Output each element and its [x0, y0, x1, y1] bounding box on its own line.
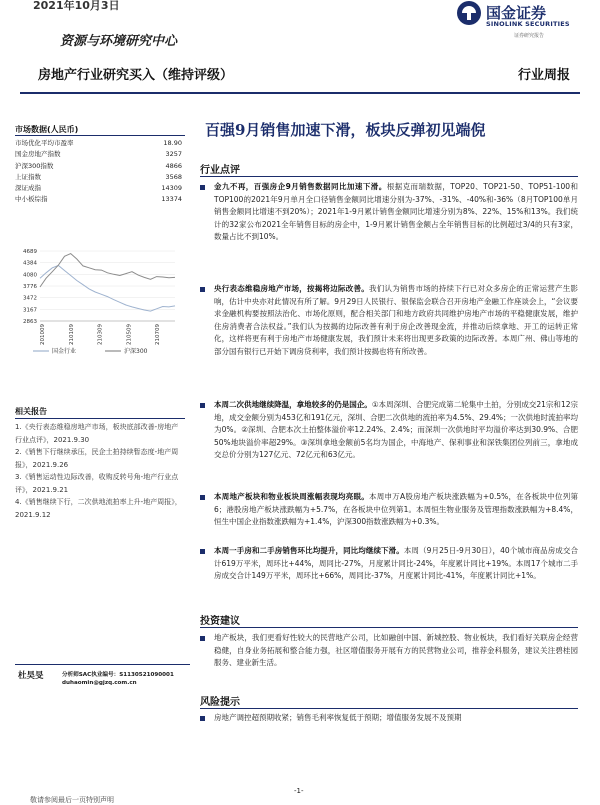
related-report-item[interactable]: 2.《销售下行继续承压，民企土拍持续暂态度-地产周报》，2021.9.26: [15, 448, 179, 469]
bullet-icon: [200, 403, 205, 408]
related-report-item[interactable]: 4.《销售继续下行，二次供地流拍率上升-地产周报》，2021.9.12: [15, 498, 182, 519]
market-data-label: 中小板综指: [15, 195, 48, 204]
housing-lead: 本周一手房和二手房销售环比均提升，同比均继续下滑。: [214, 546, 404, 555]
market-data-heading: 市场数据(人民币): [15, 125, 79, 134]
paragraph-invest: [200, 632, 578, 670]
logo-subtitle: 证券研究报告: [514, 33, 545, 39]
sales-lead: 金九不再，百强房企9月销售数据同比加速下滑。: [214, 182, 387, 191]
chart-x-tick-label: 201009: [40, 324, 46, 345]
chart-y-tick-label: 3167: [23, 307, 37, 314]
sales-text: 根据克而瑞数据，TOP20、TOP21-50、TOP51-100和TOP100的2021年9月单月全口径销售金额同比增速分别为-37%、-31%、-40%和-36%（8月TOP100单月销售金额同比增速不到20%）；2021年1-9月累计销售金额同比增速分别为8%、22%、15%和13%。我们统计的32家公布2021全年销售目标的房企中，1-9月累计销售金额占全年销售目标的比例超过3/4的只有3家，数量占比不到10%。: [214, 182, 578, 242]
market-data-value: 3257: [165, 150, 182, 159]
analyst-role: 分析师SAC执业编号：S1130521090001: [62, 672, 174, 678]
bullet-icon: [200, 185, 205, 190]
risk-section-rule: [200, 708, 578, 709]
bullet-icon: [200, 287, 205, 292]
market-data-label: 国金房地产指数: [15, 150, 61, 159]
disclaimer-note: 敬请参阅最后一页特别声明: [30, 796, 114, 804]
index-line-chart: [15, 243, 185, 383]
chart-x-tick-label: 210109: [68, 324, 75, 345]
logo-cn-name: 国金证券: [486, 4, 547, 22]
paragraph-sales: [200, 181, 578, 244]
market-data-row: [15, 172, 185, 183]
chart-x-tick-label: 210709: [155, 324, 161, 345]
market-data-row: [15, 149, 185, 160]
market-data-label: 深证成指: [15, 184, 41, 193]
report-date: 2021年10月3日: [33, 0, 120, 12]
related-report-item[interactable]: 1.《央行表态维稳房地产市场，板块底部改善-房地产行业点评》，2021.9.30: [15, 423, 179, 444]
invest-text: 地产板块，我们更看好性较大的民营地产公司，比如融创中国、新城控股、物业板块，我们看好关联房企经营稳健，自身业务拓展和整合能力强，社区增值服务开展有方的民营物业公司，推荐金科服务，建议关注碧桂园服务、建业新生活。: [214, 633, 578, 668]
chart-y-tick-label: 4080: [23, 272, 37, 279]
related-report-item[interactable]: 3.《销售运动性边际改善，收购反转号角-地产行业点评》，2021.9.21: [15, 473, 179, 494]
policy-text: 我们认为销售市场的持续下行已对众多房企的正常运营产生影响，估计中央亦对此情况有所了解。9月29日人民银行、银保监会联合召开房地产金融工作座谈会上，“会议要求金融机构要按照法治化、市场化原则，配合相关部门和地方政府共同维护房地产市场的平稳健康发展，维护住房消费者合法权益。”我们认为按揭的边际改善有利于房企改善现金流，并推动后续拿地、开工的运转正常化，这样将更有利于房地产市场健康发展，我们预计未来将出现更多政策的边际改善。本周广州、佛山等地的部分国有银行已开始下调房贷利率，我们预计按揭也将有所改善。: [214, 284, 578, 356]
bullet-icon: [200, 716, 205, 721]
market-data-rule: [15, 135, 185, 136]
market-data-value: 3568: [165, 172, 182, 181]
comment-section-rule: [200, 176, 578, 177]
bullet-icon: [200, 549, 205, 554]
market-data-value: 13374: [161, 195, 182, 204]
rating-line: 房地产行业研究买入（维持评级）: [38, 68, 234, 83]
chart-y-tick-label: 3472: [23, 295, 37, 302]
market-text: 本周申万A股房地产板块涨跌幅为+0.5%，在各板块中位列第6；港股房地产板块涨跌幅为+5.7%，在各板块中位列第1。本周恒生物业服务及管理指数涨跌幅为+8.4%，恒生中国企业指数涨跌幅为+1.4%，沪深300指数涨跌幅为+0.3%。: [214, 492, 579, 527]
comment-section-title: 行业点评: [200, 165, 240, 176]
sinolink-logo-icon: [456, 0, 482, 26]
chart-y-tick-label: 2863: [23, 319, 37, 325]
chart-x-tick-label: 210509: [126, 324, 133, 345]
related-reports-heading: 相关报告: [15, 407, 47, 416]
paragraph-housing: [200, 545, 578, 583]
market-data-label: 上证指数: [15, 172, 41, 181]
logo-en-name: SINOLINK SECURITIES: [486, 20, 570, 28]
research-center: 资源与环境研究中心: [60, 34, 178, 49]
chart-y-tick-label: 4689: [23, 249, 37, 255]
market-data-label: 市场优化平均市盈率: [15, 139, 74, 147]
page-number: -1-: [294, 787, 304, 795]
chart-series-line: [40, 254, 175, 287]
market-data-label: 沪深300指数: [15, 161, 54, 170]
index-chart: [15, 243, 185, 383]
chart-y-tick-label: 4384: [23, 260, 37, 267]
paragraph-market: [200, 491, 578, 529]
land-lead: 本周二次供地继续降温，拿地较多的仍是国企。: [214, 400, 372, 409]
land-text: ①本周深圳、合肥完成第二轮集中土拍，分别成交21宗和12宗地，成交金额分别为453亿和191亿元，深圳、合肥二次供地的流拍率为4.5%、29.4%；一次供地时流拍率均为0%。②深圳、合肥本次土拍整体溢价率12.24%、2.4%；而深圳一次供地时平均溢价率达到30.9%、合肥50%地块溢价率超29%。③深圳拿地金额前5名均为国企，中海地产、保利事业和深铁集团位列前三，拿地成交总价分别为127亿元、72亿元和63亿元。: [214, 400, 579, 460]
market-data-value: 4866: [165, 161, 182, 170]
invest-section-rule: [200, 627, 578, 628]
doc-type: 行业周报: [517, 68, 570, 83]
bullet-icon: [200, 495, 205, 500]
analyst-email[interactable]: duhaomin@gjzq.com.cn: [62, 680, 137, 686]
chart-y-tick-label: 3776: [23, 284, 37, 290]
analyst-name: 杜昊旻: [18, 671, 44, 681]
market-data-value: 18.90: [163, 139, 182, 147]
report-title: 百强9月销售加速下滑，板块反弹初见端倪: [205, 121, 486, 139]
market-data-row: [15, 183, 185, 194]
market-data-row: [15, 138, 185, 149]
analyst-rule: [15, 664, 190, 665]
bullet-icon: [200, 636, 205, 641]
risk-text: 房地产调控超预期收紧；销售毛利率恢复低于预期；增值服务发展不及预期: [214, 713, 462, 722]
market-data-row: [15, 161, 185, 172]
related-reports-list: [15, 421, 185, 521]
chart-legend-label: 国金行业: [52, 348, 77, 355]
paragraph-land: [200, 399, 578, 462]
market-lead: 本周地产板块和物业板块周涨幅表现均亮眼。: [214, 492, 370, 501]
invest-section-title: 投资建议: [200, 616, 240, 627]
paragraph-risk: [200, 712, 578, 725]
market-data-table: [15, 138, 185, 206]
related-reports-rule: [15, 418, 185, 419]
paragraph-policy: [200, 283, 578, 359]
header-divider: [20, 92, 580, 94]
market-data-value: 14309: [161, 184, 182, 193]
housing-text: 本周（9月25日-9月30日），40个城市商品房成交合计619万平米，周环比+44%，周同比-27%，月度累计同比-24%，年度累计同比+19%。本周17个城市二手房成交合计149万平米，周环比+66%，周同比-37%，月度累计同比-41%，年度累计同比+1%。: [214, 546, 578, 581]
market-data-row: [15, 194, 185, 205]
chart-legend-label: 沪深300: [124, 348, 148, 355]
company-logo: [452, 0, 582, 44]
policy-lead: 央行表态维稳房地产市场，按揭将边际改善。: [214, 284, 369, 293]
risk-section-title: 风险提示: [200, 697, 240, 708]
chart-x-tick-label: 210309: [97, 324, 104, 345]
